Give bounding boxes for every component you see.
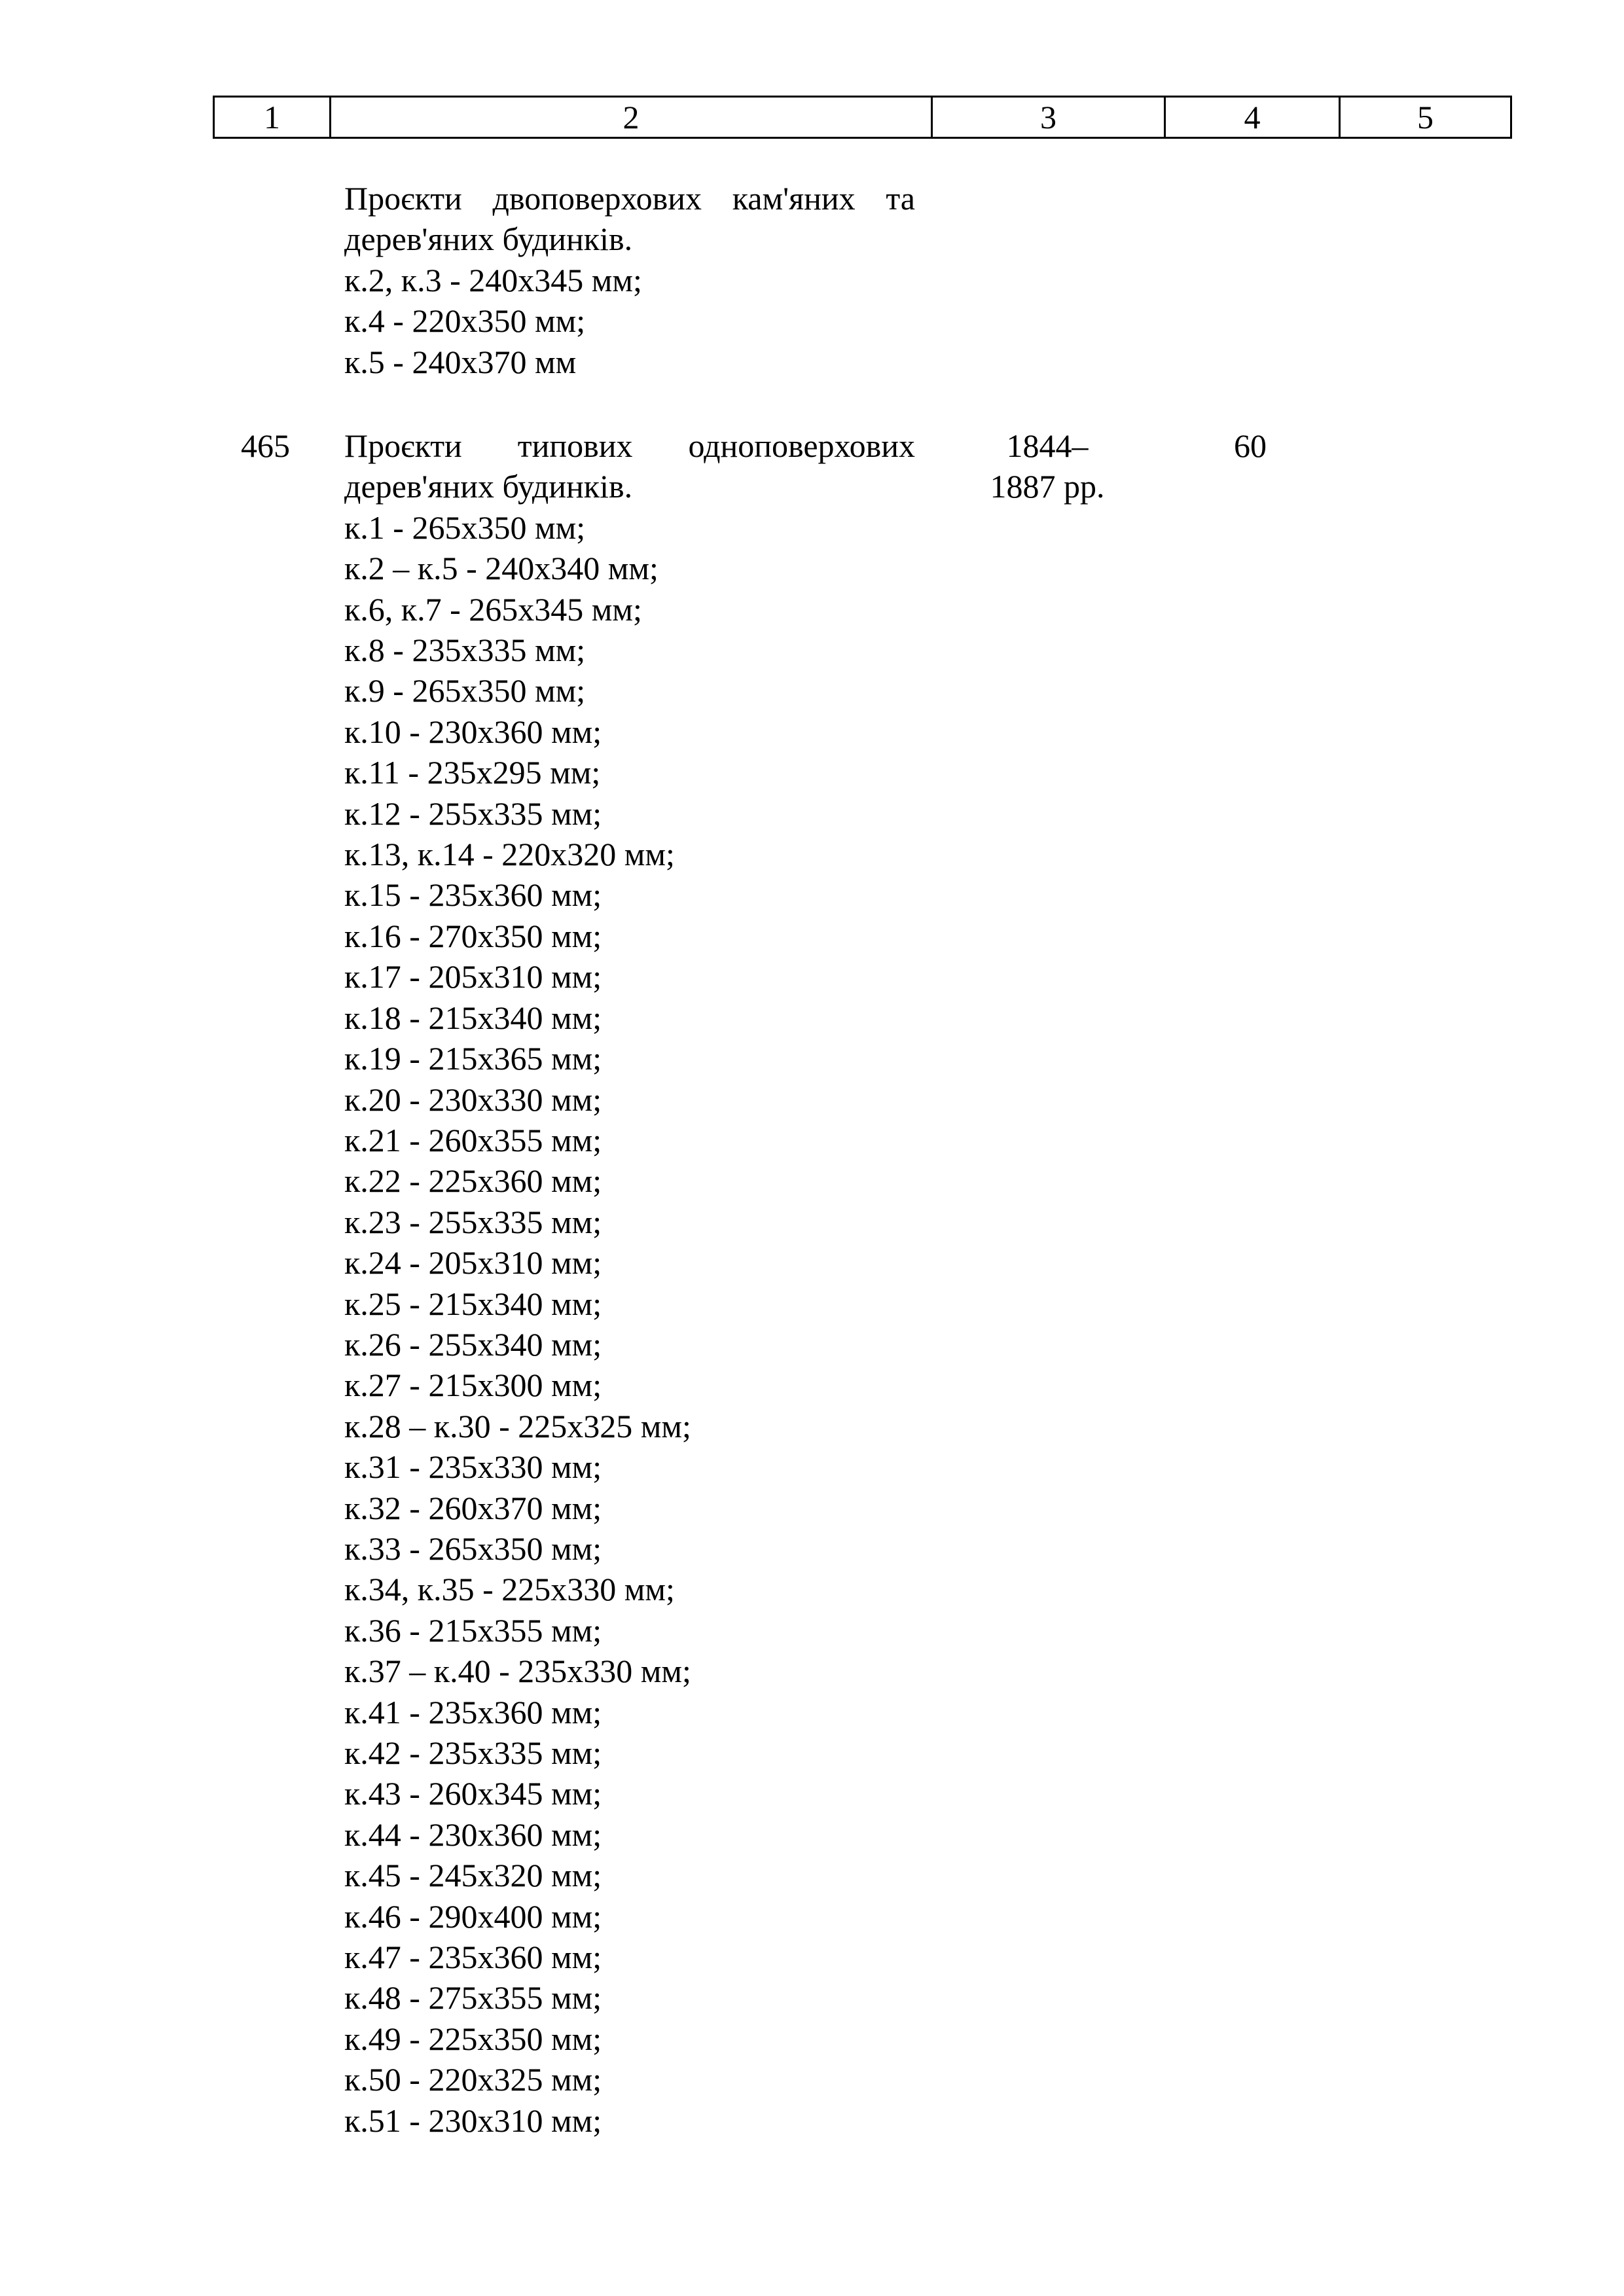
size-line: к.41 - 235х360 мм; bbox=[344, 1693, 602, 1731]
size-line: к.34, к.35 - 225х330 мм; bbox=[344, 1571, 675, 1608]
size-line: к.26 - 255х340 мм; bbox=[344, 1325, 602, 1363]
size-line: к.5 - 240х370 мм bbox=[344, 343, 577, 380]
size-line: к.31 - 235х330 мм; bbox=[344, 1448, 602, 1486]
size-line: к.2 – к.5 - 240х340 мм; bbox=[344, 550, 659, 587]
size-line: к.32 - 260х370 мм; bbox=[344, 1489, 602, 1526]
size-line: к.21 - 260х355 мм; bbox=[344, 1121, 602, 1158]
size-line: к.13, к.14 - 220х320 мм; bbox=[344, 836, 675, 873]
header-cell-4: 4 bbox=[1166, 98, 1341, 137]
size-line: к.33 - 265х350 мм; bbox=[344, 1530, 602, 1567]
size-line: к.23 - 255х335 мм; bbox=[344, 1203, 602, 1240]
size-line: к.44 - 230х360 мм; bbox=[344, 1816, 602, 1853]
size-line: к.42 - 235х335 мм; bbox=[344, 1734, 602, 1771]
size-line: к.24 - 205х310 мм; bbox=[344, 1244, 602, 1282]
entry-title-line1: Проєкти типових одноповерхових bbox=[344, 427, 915, 464]
size-line: к.4 - 220х350 мм; bbox=[344, 302, 586, 340]
size-line: к.48 - 275х355 мм; bbox=[344, 1979, 602, 2017]
entry-number: 465 bbox=[241, 427, 290, 464]
size-line: к.27 - 215х300 мм; bbox=[344, 1367, 602, 1404]
size-line: к.10 - 230х360 мм; bbox=[344, 713, 602, 750]
size-line: к.9 - 265х350 мм; bbox=[344, 672, 586, 709]
size-line: к.43 - 260х345 мм; bbox=[344, 1775, 602, 1812]
size-line: к.46 - 290х400 мм; bbox=[344, 1897, 602, 1935]
entry-dates-line1: 1844– bbox=[1006, 427, 1089, 464]
size-line: к.15 - 235х360 мм; bbox=[344, 876, 602, 914]
size-line: к.6, к.7 - 265х345 мм; bbox=[344, 590, 642, 628]
header-cell-3: 3 bbox=[933, 98, 1166, 137]
size-line: к.11 - 235х295 мм; bbox=[344, 754, 601, 791]
prev-entry-size-list bbox=[344, 260, 915, 382]
size-line: к.25 - 215х340 мм; bbox=[344, 1285, 602, 1322]
size-line: к.17 - 205х310 мм; bbox=[344, 958, 602, 996]
size-line: к.37 – к.40 - 235х330 мм; bbox=[344, 1653, 691, 1690]
size-line: к.50 - 220х325 мм; bbox=[344, 2061, 602, 2098]
size-line: к.22 - 225х360 мм; bbox=[344, 1162, 602, 1200]
header-cell-2: 2 bbox=[331, 98, 933, 137]
size-line: к.45 - 245х320 мм; bbox=[344, 1857, 602, 1894]
entry-count: 60 bbox=[1234, 427, 1267, 464]
size-line: к.19 - 215х365 мм; bbox=[344, 1040, 602, 1077]
size-line: к.47 - 235х360 мм; bbox=[344, 1939, 602, 1976]
prev-entry-description bbox=[344, 178, 915, 382]
entry-dates bbox=[943, 425, 1152, 507]
size-line: к.20 - 230х330 мм; bbox=[344, 1081, 602, 1118]
size-line: к.1 - 265х350 мм; bbox=[344, 509, 586, 546]
table-header-row bbox=[213, 96, 1512, 139]
size-line: к.8 - 235х335 мм; bbox=[344, 632, 586, 669]
size-line: к.18 - 215х340 мм; bbox=[344, 999, 602, 1036]
size-line: к.2, к.3 - 240х345 мм; bbox=[344, 261, 642, 298]
header-cell-5: 5 bbox=[1417, 99, 1434, 135]
size-line: к.49 - 225х350 мм; bbox=[344, 2020, 602, 2057]
size-line: к.16 - 270х350 мм; bbox=[344, 917, 602, 954]
entry-size-list bbox=[344, 507, 915, 2141]
size-line: к.28 – к.30 - 225х325 мм; bbox=[344, 1407, 691, 1444]
size-line: к.36 - 215х355 мм; bbox=[344, 1611, 602, 1649]
entry-description bbox=[344, 425, 915, 2141]
entry-title-line2: дерев'яних будинків. bbox=[344, 468, 633, 505]
prev-entry-title-line2: дерев'яних будинків. bbox=[344, 221, 633, 258]
size-line: к.12 - 255х335 мм; bbox=[344, 795, 602, 832]
entry-dates-line2: 1887 рр. bbox=[990, 468, 1105, 505]
prev-entry-title-line1: Проєкти двоповерхових кам'яних та bbox=[344, 180, 915, 217]
header-cell-1: 1 bbox=[215, 98, 331, 137]
size-line: к.51 - 230х310 мм; bbox=[344, 2102, 602, 2139]
